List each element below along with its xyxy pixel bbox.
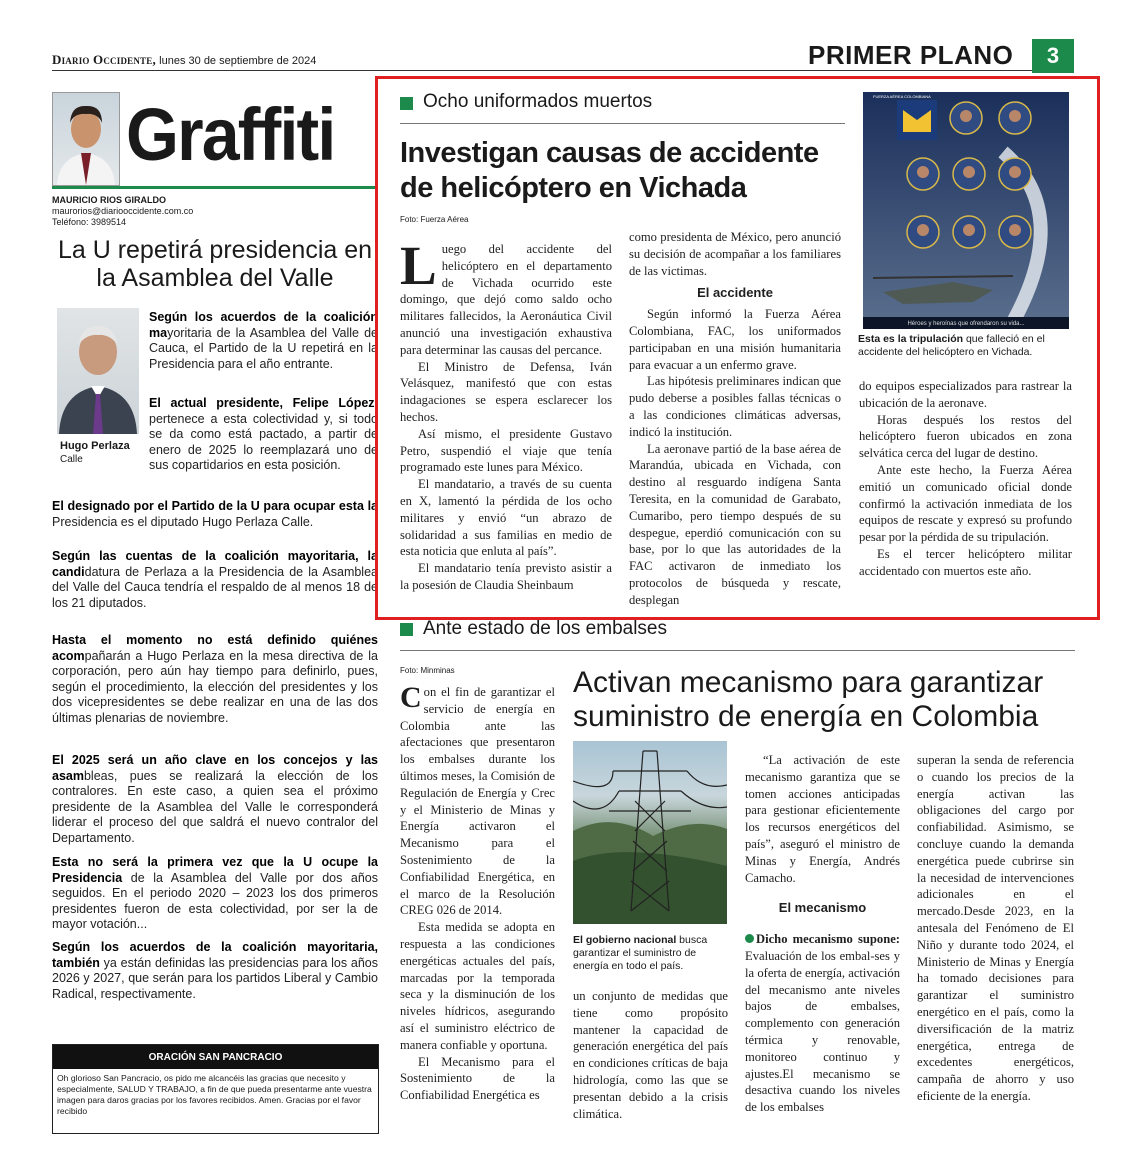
article-paragraph: Evaluación de los embal-ses y la oferta de energía, activación del mecanismo ante niveles bajos de embalses, complemento con generación térmica y renovable, monitoreo continuo y ajustes.El mecanismo se desactiva cuando los niveles de los embalses — [745, 948, 900, 1115]
crew-photo — [863, 92, 1069, 329]
masthead — [52, 52, 316, 68]
column-paragraph — [52, 940, 378, 1002]
paragraph-lead: Según las cuentas de la coalición mayoritaria, la candi — [52, 549, 378, 579]
paragraph-lead: El designado por el Partido de la U para ocupar esta la — [52, 499, 378, 513]
article-column — [629, 229, 841, 609]
page-number-badge: 3 — [1032, 39, 1074, 73]
photo-caption — [573, 934, 729, 973]
article-paragraph: uego del accidente del helicóptero en el departamento de Vichada ocurrido este domingo, que dejó como saldo ocho militares fallecidos, la Aeronáutica Civil anunció una investigación exhaustiva para determinar las causas del percance. — [400, 242, 612, 357]
paragraph-text: bleas, pues se realizará la elección de los contralores. En este caso, a quien sea el próximo presidente de la Asamblea del Valle le corresponderá liderar el proceso del que saldrá el nuevo contralor del Departamento. — [52, 768, 378, 845]
photo-footer-text: Héroes y heroínas que ofrendaron su vida... — [907, 321, 1025, 327]
article-column — [745, 752, 900, 1116]
issue-date: lunes 30 de septiembre de 2024 — [159, 55, 317, 67]
paragraph-text: de la Asamblea del Valle por dos años seguidos. En el periodo 2020 – 2023 los dos primeros presidentes fueron de esta colectividad, por ser la de mayor votación... — [52, 870, 378, 932]
column-paragraph — [52, 499, 378, 530]
paragraph-text: pañarán a Hugo Perlaza en la mesa directiva de la corporación, pero aún hay tiempo para definirlo, pues, según el procedimiento, la elección del presidentes y los dos vicepresidentes se debe realizar en una de las dos últimas plenarias de noviembre. — [52, 648, 378, 725]
prayer-text: Oh glorioso San Pancracio, os pido me alcancéis las gracias que necesito y especialmente, SALUD Y TRABAJO, a fin de que pueda presentarme ante vuestra imagen para daros gracias por los favores recibidos. Amen. Gracias por el favor recibido — [57, 1073, 372, 1116]
column-paragraph — [52, 855, 378, 933]
article-paragraph: Es el tercer helicóptero militar accidentado con muertos este año. — [859, 546, 1072, 578]
politician-photo — [57, 308, 139, 434]
photo-credit: Foto: Minminas — [400, 666, 455, 675]
column-paragraph — [52, 549, 378, 611]
photo-caption — [858, 333, 1072, 359]
article-paragraph: Esta medida se adopta en respuesta a las condiciones energéticas actuales del país, marcadas por la temporada seca y la disminución de los niveles hídricos, asegurando así el suministro eléctrico de manera confiable y oportuna. — [400, 920, 555, 1052]
photo-caption-role: Calle — [60, 454, 83, 465]
article-subhead: El accidente — [697, 285, 773, 301]
paragraph-text: pertenece a esta colectividad y, si todo se da como está pactado, a partir de enero de 2025 lo reemplazará uno de sus copartidarios en esta posición. — [149, 411, 378, 473]
article-column — [917, 752, 1074, 1105]
column-paragraph — [149, 396, 378, 474]
article-column — [859, 378, 1072, 580]
photo-header-text: FUERZA AÉREA COLOMBIANA — [873, 94, 931, 99]
prayer-title: ORACIÓN SAN PANCRACIO — [53, 1045, 378, 1069]
article-paragraph: El mandatario, a través de su cuenta en X, lamentó la pérdida de los ocho militares y envió “un abrazo de solidaridad a sus familias en medio de esta noticia que enluta al país”. — [400, 477, 612, 559]
article-subhead: El mecanismo — [778, 900, 867, 916]
kicker-rule — [400, 650, 1075, 651]
kicker-rule — [400, 123, 845, 124]
article-paragraph: do equipos especializados para rastrear la ubicación de la aeronave. — [859, 379, 1072, 410]
paragraph-lead: Según los acuerdos de la coalición mayoritaria, también — [52, 940, 378, 970]
article-kicker: Ante estado de los embalses — [423, 618, 667, 639]
article-paragraph: on el fin de garantizar el servicio de energía en Colombia ante las afectaciones que presentaron los embalses durante los últimos meses, la Comisión de Regulación de Energía y Crec y el Ministerio de Minas y Energía activaron el Mecanismo para el Sostenimiento de la Confiabilidad Energética, en el marco de la Resolución CREG 026 de 2014. — [400, 685, 555, 918]
columnist-photo — [52, 92, 120, 186]
paragraph-lead: Hasta el momento no está definido quiénes acom — [52, 633, 378, 663]
caption-lead: El gobierno nacional — [573, 934, 677, 946]
article-column — [400, 681, 555, 1104]
prayer-notice — [52, 1044, 379, 1134]
article-paragraph: Según informó la Fuerza Aérea Colombiana, FAC, los uniformados participaban en una misión humanitaria para evacuar a un enfermo grave. — [629, 307, 841, 372]
columnist-name: MAURICIO RIOS GIRALDO — [52, 195, 166, 205]
newspaper-brand: Diario Occidente, — [52, 52, 156, 67]
paragraph-text: Presidencia es el diputado Hugo Perlaza Calle. — [52, 514, 314, 529]
article-paragraph: Las hipótesis preliminares indican que pudo deberse a posibles fallas técnicas o a las condiciones climáticas adversas, indicó la institución. — [629, 374, 841, 439]
caption-lead: Esta es la tripulación — [858, 333, 964, 345]
paragraph-lead: El actual presidente, Felipe López, — [149, 396, 378, 410]
column-rule — [52, 186, 378, 189]
article-column — [573, 988, 728, 1122]
drop-cap: C — [400, 681, 422, 714]
article-paragraph: “La activación de este mecanismo garantiza que se tomen acciones anticipadas para gestionar eficientemente los recursos energéticos del país”, aseguró el ministro de Minas y Energía, Andrés Camacho. — [745, 753, 900, 885]
caption-text: busca garantizar el suministro de energía en todo el país. — [573, 934, 708, 972]
kicker-square-icon — [400, 623, 413, 636]
paragraph-lead: Esta no será la primera vez que la U ocupe la Presidencia — [52, 855, 378, 885]
bullet-icon — [745, 934, 754, 943]
section-title: PRIMER PLANO — [808, 40, 1014, 70]
column-paragraph — [52, 753, 378, 847]
paragraph-text: yoritaria de la Asamblea del Valle de Cauca, el Partido de la U repetirá en la Presidencia para el año entrante. — [149, 325, 378, 371]
paragraph-text: ya están definidas las presidencias para los años 2026 y 2027, que serán para los partidos Liberal y Cambio Radical, respectivamente. — [52, 955, 378, 1001]
article-column — [400, 235, 612, 594]
article-headline: Activan mecanismo para garantizar suministro de energía en Colombia — [573, 666, 1044, 733]
paragraph-lead: El 2025 será un año clave en los concejos y las asam — [52, 753, 378, 783]
article-paragraph: Horas después los restos del helicóptero fueron ubicados en zona selvática cerca del lugar de destino. — [859, 412, 1072, 461]
kicker-square-icon — [400, 97, 413, 110]
paragraph-lead: Dicho mecanismo supone: — [756, 932, 900, 947]
column-title: Graffiti — [126, 93, 335, 176]
paragraph-text: datura de Perlaza a la Presidencia de la Asamblea del Valle del Cauca tendría el respaldo de al menos 18 de los 21 diputados. — [52, 564, 378, 610]
paragraph-lead: Según los acuerdos de la coalición ma — [149, 310, 378, 340]
photo-credit: Foto: Fuerza Aérea — [400, 215, 469, 224]
article-paragraph: El Mecanismo para el Sostenimiento de la Confiabilidad Energética es — [400, 1054, 555, 1103]
article-headline: Investigan causas de accidente de helicóptero en Vichada — [400, 137, 819, 204]
article-paragraph: superan la senda de referencia o cuando los precios de la energía activan las obligaciones del cargo por confiabilidad. Asimismo, se concluye cuando la demanda energética puede cubrirse sin la necesidad de intervenciones adicionales en el mercado.Desde 2023, en la antesala del Fenómeno de El Niño y durante todo 2024, el Ministerio de Minas y Energía ha tomado decisiones para garantizar el suministro energético en el país, como la diversificación de la matriz energética, entrega de excedentes energéticos, campaña de ahorro y uso eficiente de la energía. — [917, 753, 1074, 1103]
caption-text: que falleció en el accidente del helicóptero en Vichada. — [858, 333, 1045, 358]
columnist-phone: Teléfono: 3989514 — [52, 217, 127, 227]
column-paragraph — [52, 633, 378, 727]
column-headline: La U repetirá presidencia en la Asamblea del Valle — [57, 236, 373, 292]
article-paragraph: Así mismo, el presidente Gustavo Petro, suspendió el viaje que tenía programado este lunes para México. — [400, 426, 612, 475]
article-paragraph: un conjunto de medidas que tiene como propósito mantener la capacidad de generación energética del país en condiciones críticas de baja hidrología, como las que se presentan debido a la crisis climática. — [573, 989, 728, 1121]
article-paragraph: Ante este hecho, la Fuerza Aérea emitió un comunicado oficial donde confirmó la activación inmediata de los equipos de rescate y expresó su profundo pesar por la pérdida de su tripulación. — [859, 462, 1072, 545]
drop-cap: L — [400, 235, 437, 296]
article-paragraph: El mandatario tenía previsto asistir a la posesión de Claudia Sheinbaum — [400, 561, 612, 592]
article-paragraph: como presidenta de México, pero anunció su decisión de acompañar a los familiares de las victimas. — [629, 230, 841, 278]
photo-caption-name: Hugo Perlaza — [60, 440, 130, 452]
columnist-email: maurorios@diariooccidente.com.co — [52, 206, 194, 216]
article-paragraph: La aeronave partió de la base aérea de Marandúa, ubicada en Vichada, con destino al resguardo indígena Santa Teresita, en la comunidad de Garabato, Cumaribo, pero tiempo después de su despegue, eperdió comunicación con su base, por lo que las autoridades de la FAC activaron de inmediato los protocolos de búsqueda y rescate, desplegan — [629, 441, 841, 607]
column-paragraph — [149, 310, 378, 372]
article-paragraph: El Ministro de Defensa, Iván Velásquez, manifestó que con estas indagaciones se espera esclarecer los hechos. — [400, 359, 612, 424]
power-tower-photo — [573, 741, 727, 924]
article-kicker: Ocho uniformados muertos — [423, 91, 653, 112]
